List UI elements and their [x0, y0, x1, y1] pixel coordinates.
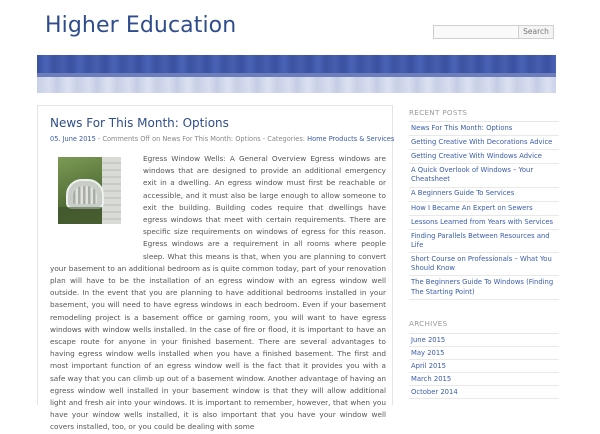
search-button[interactable]: Search: [519, 25, 554, 39]
archives-heading: ARCHIVES: [409, 319, 448, 328]
post-body: [50, 153, 386, 434]
archive-link[interactable]: May 2015: [409, 347, 559, 360]
sidebar: [409, 108, 559, 296]
recent-post-link[interactable]: The Beginners Guide To Windows (Finding The Starting Point): [409, 276, 559, 299]
post-article: [37, 105, 395, 432]
recent-post-link[interactable]: Short Course on Professionals – What You Should Know: [409, 253, 559, 276]
post-meta: [50, 135, 395, 143]
banner-bottom-band: [37, 77, 556, 93]
search-form: [433, 25, 554, 40]
post-meta-text: - Comments Off on News For This Month: Options - Categories:: [95, 135, 308, 143]
recent-posts-list: [409, 121, 559, 300]
recent-post-link[interactable]: A Beginners Guide To Services: [409, 188, 559, 202]
recent-post-link[interactable]: Getting Creative With Decorations Advice: [409, 136, 559, 150]
recent-post-link[interactable]: A Quick Overlook of Windows – Your Cheatsheet: [409, 164, 559, 187]
recent-post-link[interactable]: How I Became An Expert on Sewers: [409, 202, 559, 216]
post-category-link[interactable]: Home Products & Services: [307, 135, 395, 143]
recent-post-link[interactable]: Getting Creative With Windows Advice: [409, 150, 559, 164]
banner-top-band: [37, 55, 556, 73]
image-float-spacer: [50, 153, 143, 262]
site-title[interactable]: Higher Education: [45, 13, 237, 38]
archives-list: [409, 333, 559, 399]
search-input[interactable]: [433, 25, 519, 39]
post-body-text: Egress Window Wells: A General Overview Egress windows are windows that are designed to provide an additional emergency exit in a dwelling. An egress window must first be reachable or accessible, and it must also be large enough to allow someone to exit the building. Building codes require that dwellings have egress windows that meet with certain requirements. There are specific size requirements on windows of egress for this reason. Egress windows are a requirement in all rooms where people sleep. What this means is that, when you are planning to convert your basement to an additional bedroom as is quite common today, part of your renovation plan will have to be the installation of an egress window with an egress window well outside. In the event that you are planning to have additional bedrooms installed in your basement, you will need to have egress windows in each bedroom. Even if your basement remodeling project is a basement office or gaming room, you will want to have egress windows with window wells installed. In the case of fire or flood, it is important to have an escape route for anyone in your finished basement. There are several advantages to having egress window wells installed when you have a finished basement. The first and most important function of an egress window well is the fact that it provides you with a safe way that you can climb up out of a basement window. Another advantage of having an egress window well installed in your basement window is that they will allow additional light and fresh air into your windows. It is important to remember, however, that when you have your window wells installed, it is also important that you have your window well covers installed, too, or you could be dealing with some: [50, 154, 386, 432]
post-title[interactable]: News For This Month: Options: [50, 116, 229, 130]
recent-post-link[interactable]: News For This Month: Options: [409, 122, 559, 136]
post-date[interactable]: 05. June 2015: [50, 135, 96, 143]
archive-link[interactable]: October 2014: [409, 386, 559, 399]
site-header: [0, 0, 600, 52]
archive-link[interactable]: June 2015: [409, 334, 559, 347]
header-banner: [37, 55, 556, 93]
recent-posts-heading: RECENT POSTS: [409, 108, 468, 117]
recent-post-link[interactable]: Finding Parallels Between Resources and Life: [409, 230, 559, 253]
archive-link[interactable]: March 2015: [409, 373, 559, 386]
archive-link[interactable]: April 2015: [409, 360, 559, 373]
recent-post-link[interactable]: Lessons Learned from Years with Services: [409, 216, 559, 230]
